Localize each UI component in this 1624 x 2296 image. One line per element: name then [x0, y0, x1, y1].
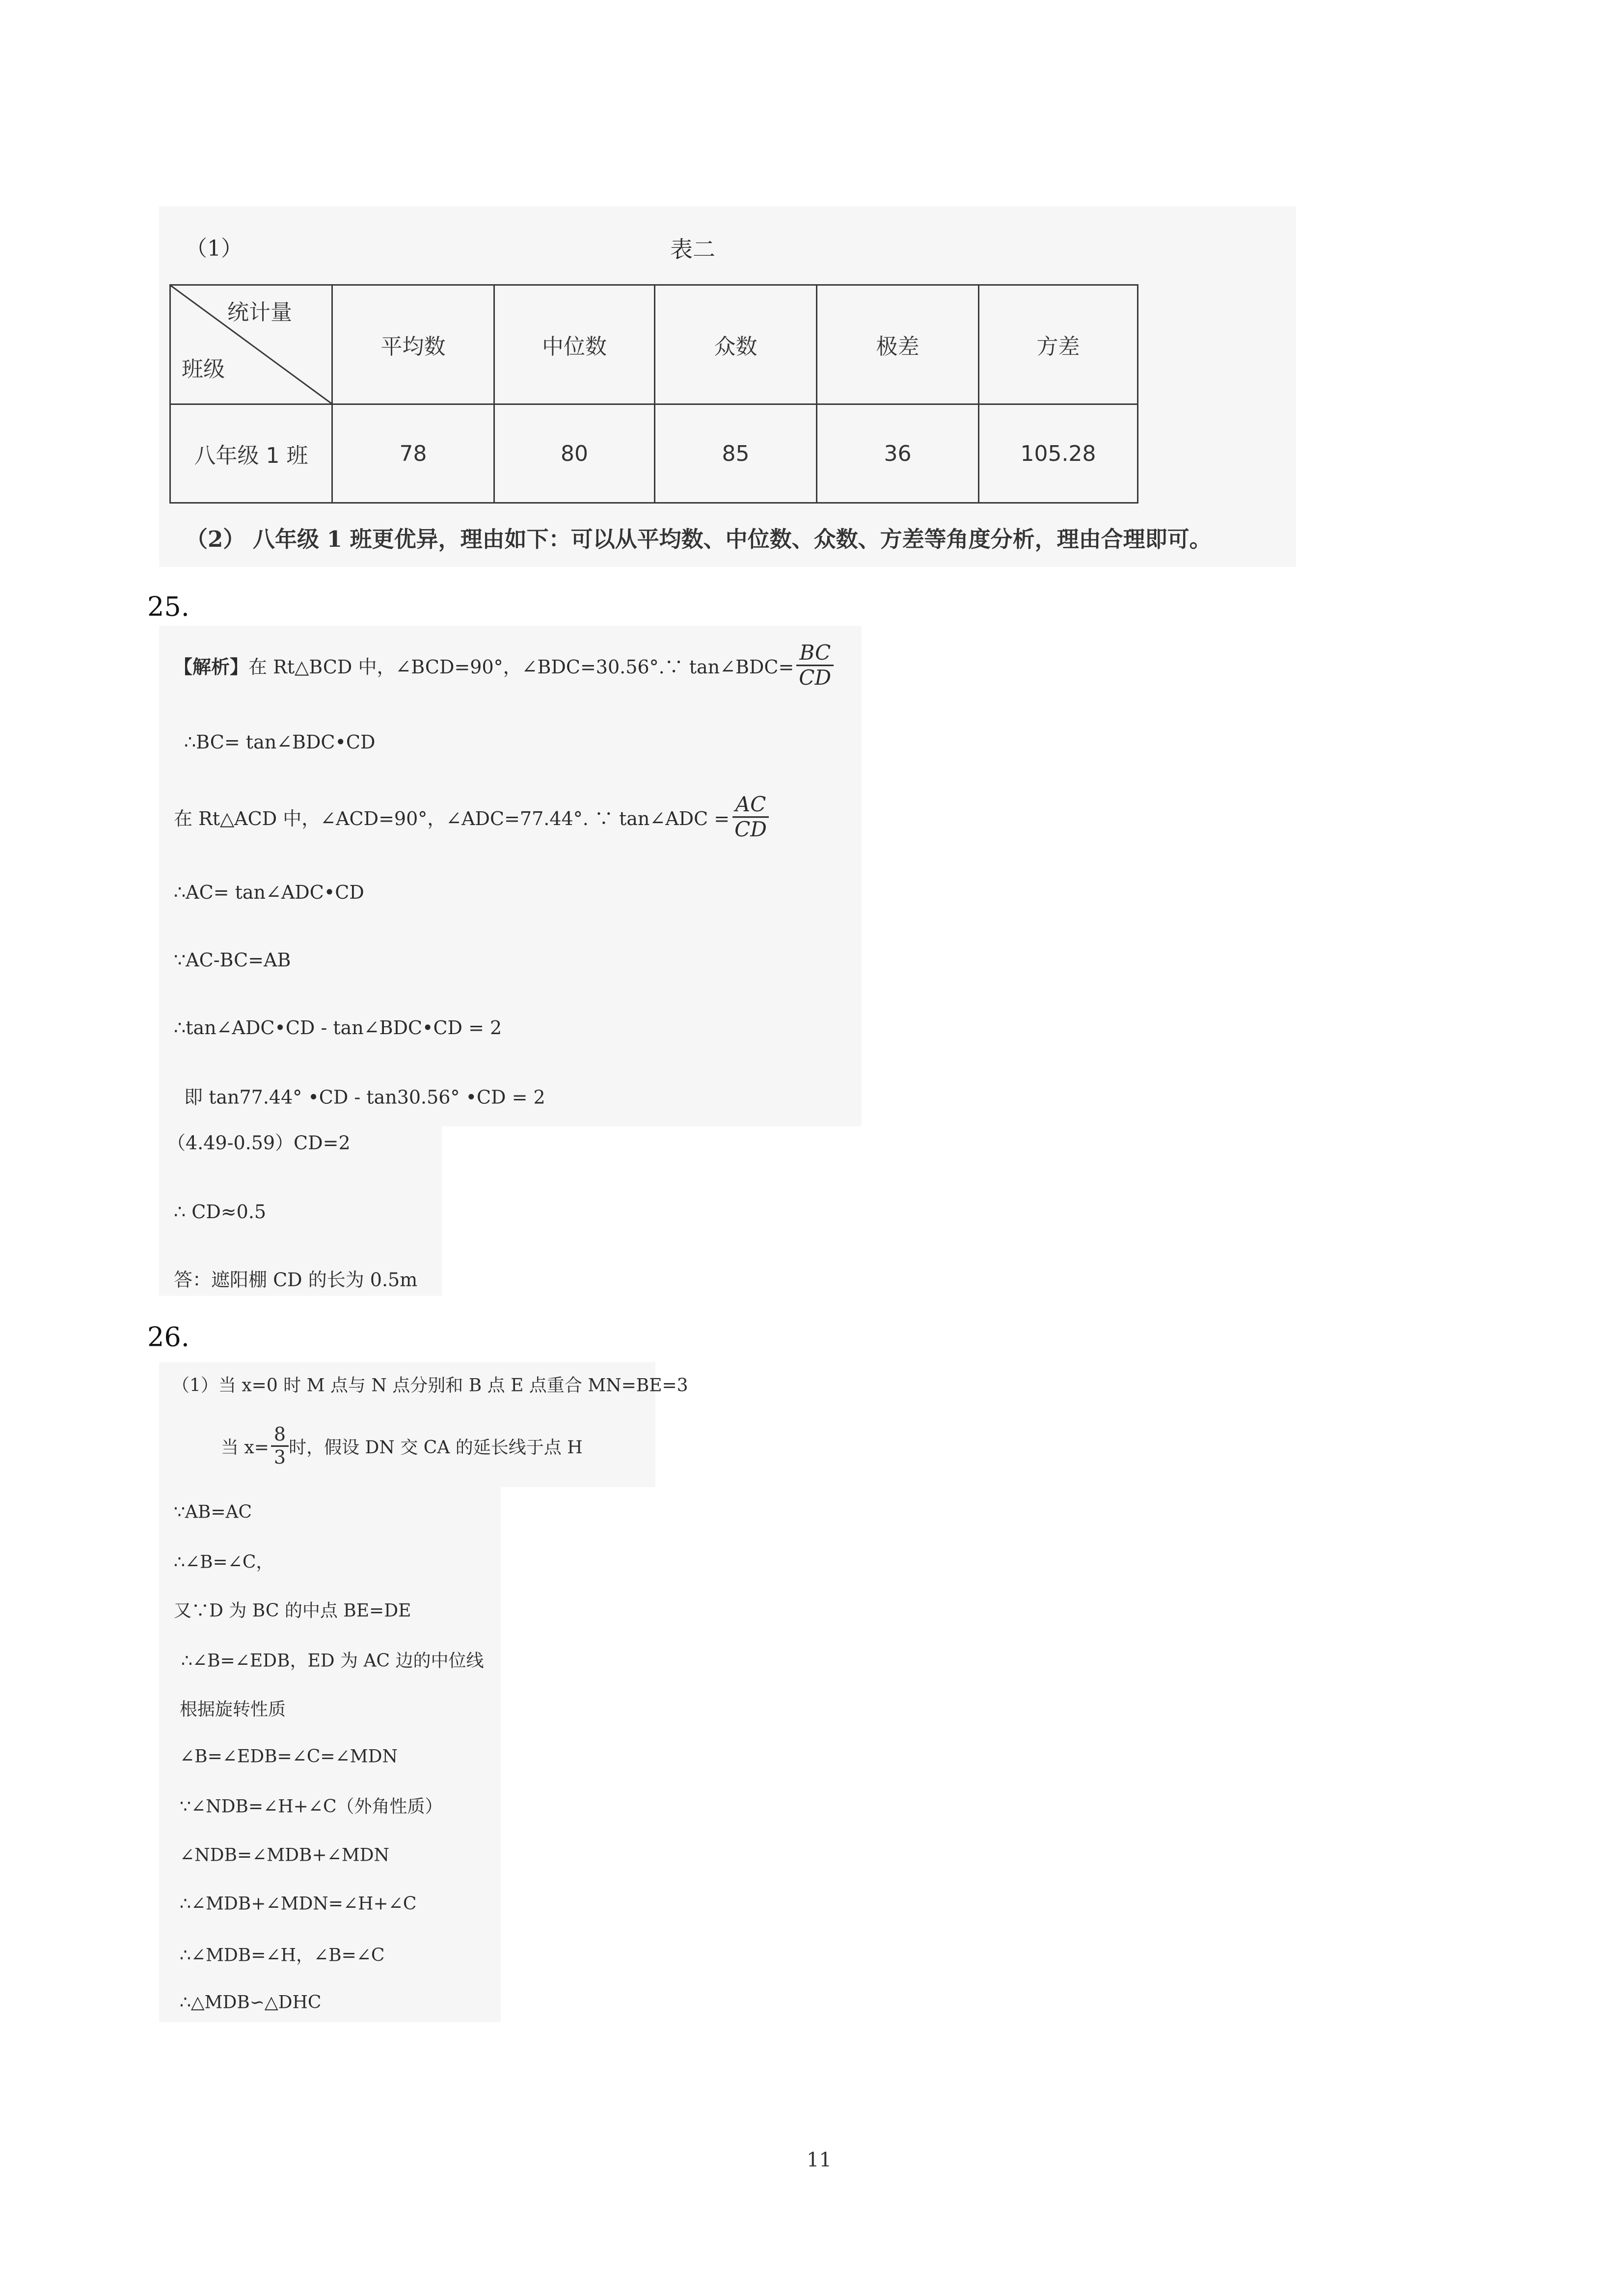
fraction-8-3 — [271, 1424, 289, 1468]
q25-line-9: ∴ CD≈0.5 — [174, 1201, 267, 1223]
fraction-numerator: AC — [732, 793, 769, 818]
part2-answer: （2） 八年级 1 班更优异，理由如下：可以从平均数、中位数、众数、方差等角度分析，理由合理即可。 — [186, 526, 1212, 552]
table-header-row — [170, 285, 1138, 404]
cell-mean: 78 — [332, 404, 494, 503]
fraction-denominator: 3 — [273, 1446, 286, 1468]
fraction-denominator: CD — [799, 666, 832, 690]
fraction-ac-cd — [731, 793, 770, 842]
q25-line-3 — [174, 793, 770, 842]
question-number-25: 25. — [147, 591, 189, 622]
fraction-bc-cd — [796, 641, 834, 690]
q25-line-5: ∵AC-BC=AB — [174, 949, 291, 971]
q25-line-6: ∴tan∠ADC•CD - tan∠BDC•CD = 2 — [174, 1017, 502, 1039]
q26-line2-pre: 当 x= — [221, 1437, 269, 1458]
fraction-numerator: 8 — [271, 1424, 289, 1447]
q26-line2-post: 时，假设 DN 交 CA 的延长线于点 H — [289, 1437, 583, 1458]
cell-range: 36 — [817, 404, 979, 503]
q26-line-9: ∵∠NDB=∠H+∠C（外角性质） — [180, 1796, 443, 1817]
q25-line-analysis — [174, 641, 834, 690]
q25-line-2: ∴BC= tan∠BDC•CD — [184, 731, 376, 753]
cell-median: 80 — [494, 404, 655, 503]
q25-line1-text: 在 Rt△BCD 中，∠BCD=90°，∠BDC=30.56°.∵ tan∠BDC= — [248, 656, 794, 678]
header-variance: 方差 — [979, 285, 1138, 404]
q26-line-3: ∵AB=AC — [174, 1502, 252, 1522]
q26-line-7: 根据旋转性质 — [180, 1699, 286, 1720]
fraction-denominator: CD — [734, 817, 767, 842]
q25-line-8: （4.49-0.59）CD=2 — [167, 1132, 351, 1154]
analysis-tag: 【解析】 — [174, 656, 249, 678]
header-mean: 平均数 — [332, 285, 494, 404]
q25-line-7: 即 tan77.44° •CD - tan30.56° •CD = 2 — [184, 1086, 545, 1108]
q26-line-8: ∠B=∠EDB=∠C=∠MDN — [180, 1746, 398, 1767]
corner-label-statistic: 统计量 — [227, 300, 292, 325]
q26-line-2 — [221, 1424, 583, 1468]
q26-line-6: ∴∠B=∠EDB，ED 为 AC 边的中位线 — [181, 1651, 484, 1671]
q26-line-11: ∴∠MDB+∠MDN=∠H+∠C — [180, 1894, 417, 1914]
question-number-26: 26. — [147, 1321, 189, 1353]
scan-block-q25-a — [159, 626, 862, 1126]
q25-answer: 答：遮阳棚 CD 的长为 0.5m — [174, 1269, 418, 1291]
table-row — [170, 404, 1138, 503]
q26-line-4: ∴∠B=∠C， — [174, 1552, 274, 1573]
q26-line-1: （1）当 x=0 时 M 点与 N 点分别和 B 点 E 点重合 MN=BE=3 — [172, 1375, 688, 1396]
table-corner-cell — [170, 285, 332, 404]
row-label: 八年级 1 班 — [170, 404, 332, 503]
fraction-numerator: BC — [796, 641, 834, 666]
q25-line3-text: 在 Rt△ACD 中，∠ACD=90°，∠ADC=77.44°. ∵ tan∠ADC = — [174, 808, 730, 830]
part1-label: （1） — [186, 236, 243, 261]
cell-variance: 105.28 — [979, 404, 1138, 503]
header-median: 中位数 — [494, 285, 655, 404]
statistics-table — [169, 284, 1138, 504]
header-mode: 众数 — [655, 285, 817, 404]
q26-line-5: 又∵D 为 BC 的中点 BE=DE — [174, 1601, 411, 1621]
header-range: 极差 — [817, 285, 979, 404]
q26-line-12: ∴∠MDB=∠H，∠B=∠C — [180, 1945, 385, 1966]
q26-line-13: ∴△MDB∽△DHC — [180, 1992, 322, 2013]
q26-line-10: ∠NDB=∠MDB+∠MDN — [180, 1845, 390, 1866]
table-caption: 表二 — [670, 236, 715, 263]
page-number: 11 — [807, 2149, 832, 2171]
corner-label-class: 班级 — [182, 357, 225, 382]
q25-line-4: ∴AC= tan∠ADC•CD — [174, 881, 364, 903]
cell-mode: 85 — [655, 404, 817, 503]
